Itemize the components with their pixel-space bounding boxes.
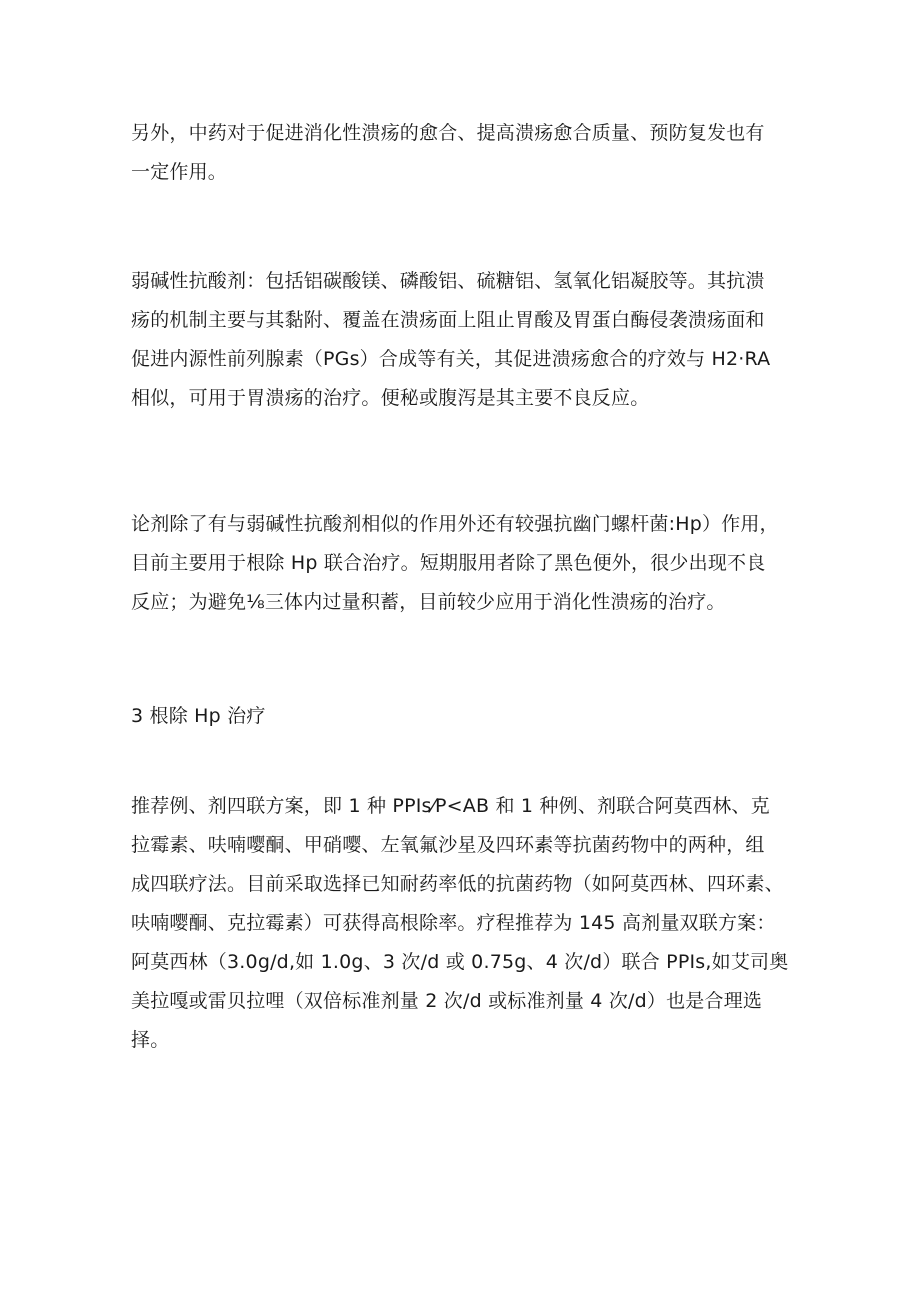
text-line: 阿莫西林（3.0g/d,如 1.0g、3 次/d 或 0.75g、4 次/d）联合 PPIs,如艾司奥 [131, 951, 789, 973]
paragraph-tcm-effect [131, 114, 811, 192]
text-line: 拉霉素、呋喃嘤酮、甲硝嘤、左氧氟沙星及四环素等抗菌药物中的两种，组 [131, 834, 765, 856]
text-line: 推荐例、剂四联方案，即 1 种 PPIs⁄P<AB 和 1 种例、剂联合阿莫西林、克 [131, 795, 770, 817]
text-line: 相似，可用于胃溃疡的治疗。便秘或腹泻是其主要不良反应。 [131, 387, 650, 409]
text-line: 疡的机制主要与其黏附、覆盖在溃疡面上阻止胃酸及胃蛋白酶侵袭溃疡面和 [131, 309, 765, 331]
text-line: 一定作用。 [131, 161, 228, 183]
text-line: 另外，中药对于促进消化性溃疡的愈合、提高溃疡愈合质量、预防复发也有 [131, 122, 765, 144]
text-line: 美拉嘎或雷贝拉哩（双倍标准剂量 2 次/d 或标准剂量 4 次/d）也是合理选 [131, 990, 763, 1012]
paragraph-quadruple-therapy [131, 787, 811, 1060]
text-line: 目前主要用于根除 Hp 联合治疗。短期服用者除了黑色便外，很少出现不良 [131, 552, 766, 574]
text-line: 论剂除了有与弱碱性抗酸剂相似的作用外还有较强抗幽门螺杆菌:Hp）作用， [131, 513, 779, 535]
text-line: 促进内源性前列腺素（PGs）合成等有关，其促进溃疡愈合的疗效与 H2·RA [131, 348, 771, 370]
text-line: 弱碱性抗酸剂：包括铝碳酸镁、磷酸铝、硫糖铝、氢氧化铝凝胶等。其抗溃 [131, 270, 765, 292]
text-line: 择。 [131, 1029, 170, 1051]
text-line: 成四联疗法。目前采取选择已知耐药率低的抗菌药物（如阿莫西林、四环素、 [131, 873, 784, 895]
paragraph-weak-alkaline-antacids [131, 262, 811, 418]
paragraph-bismuth-agents [131, 505, 811, 622]
heading-line: 3 根除 Hp 治疗 [131, 705, 266, 727]
section-heading-hp-eradication [131, 697, 811, 736]
text-line: 反应；为避免⅛三体内过量积蓄，目前较少应用于消化性溃疡的治疗。 [131, 591, 726, 613]
text-line: 呋喃嘤酮、克拉霉素）可获得高根除率。疗程推荐为 145 高剂量双联方案： [131, 912, 776, 934]
